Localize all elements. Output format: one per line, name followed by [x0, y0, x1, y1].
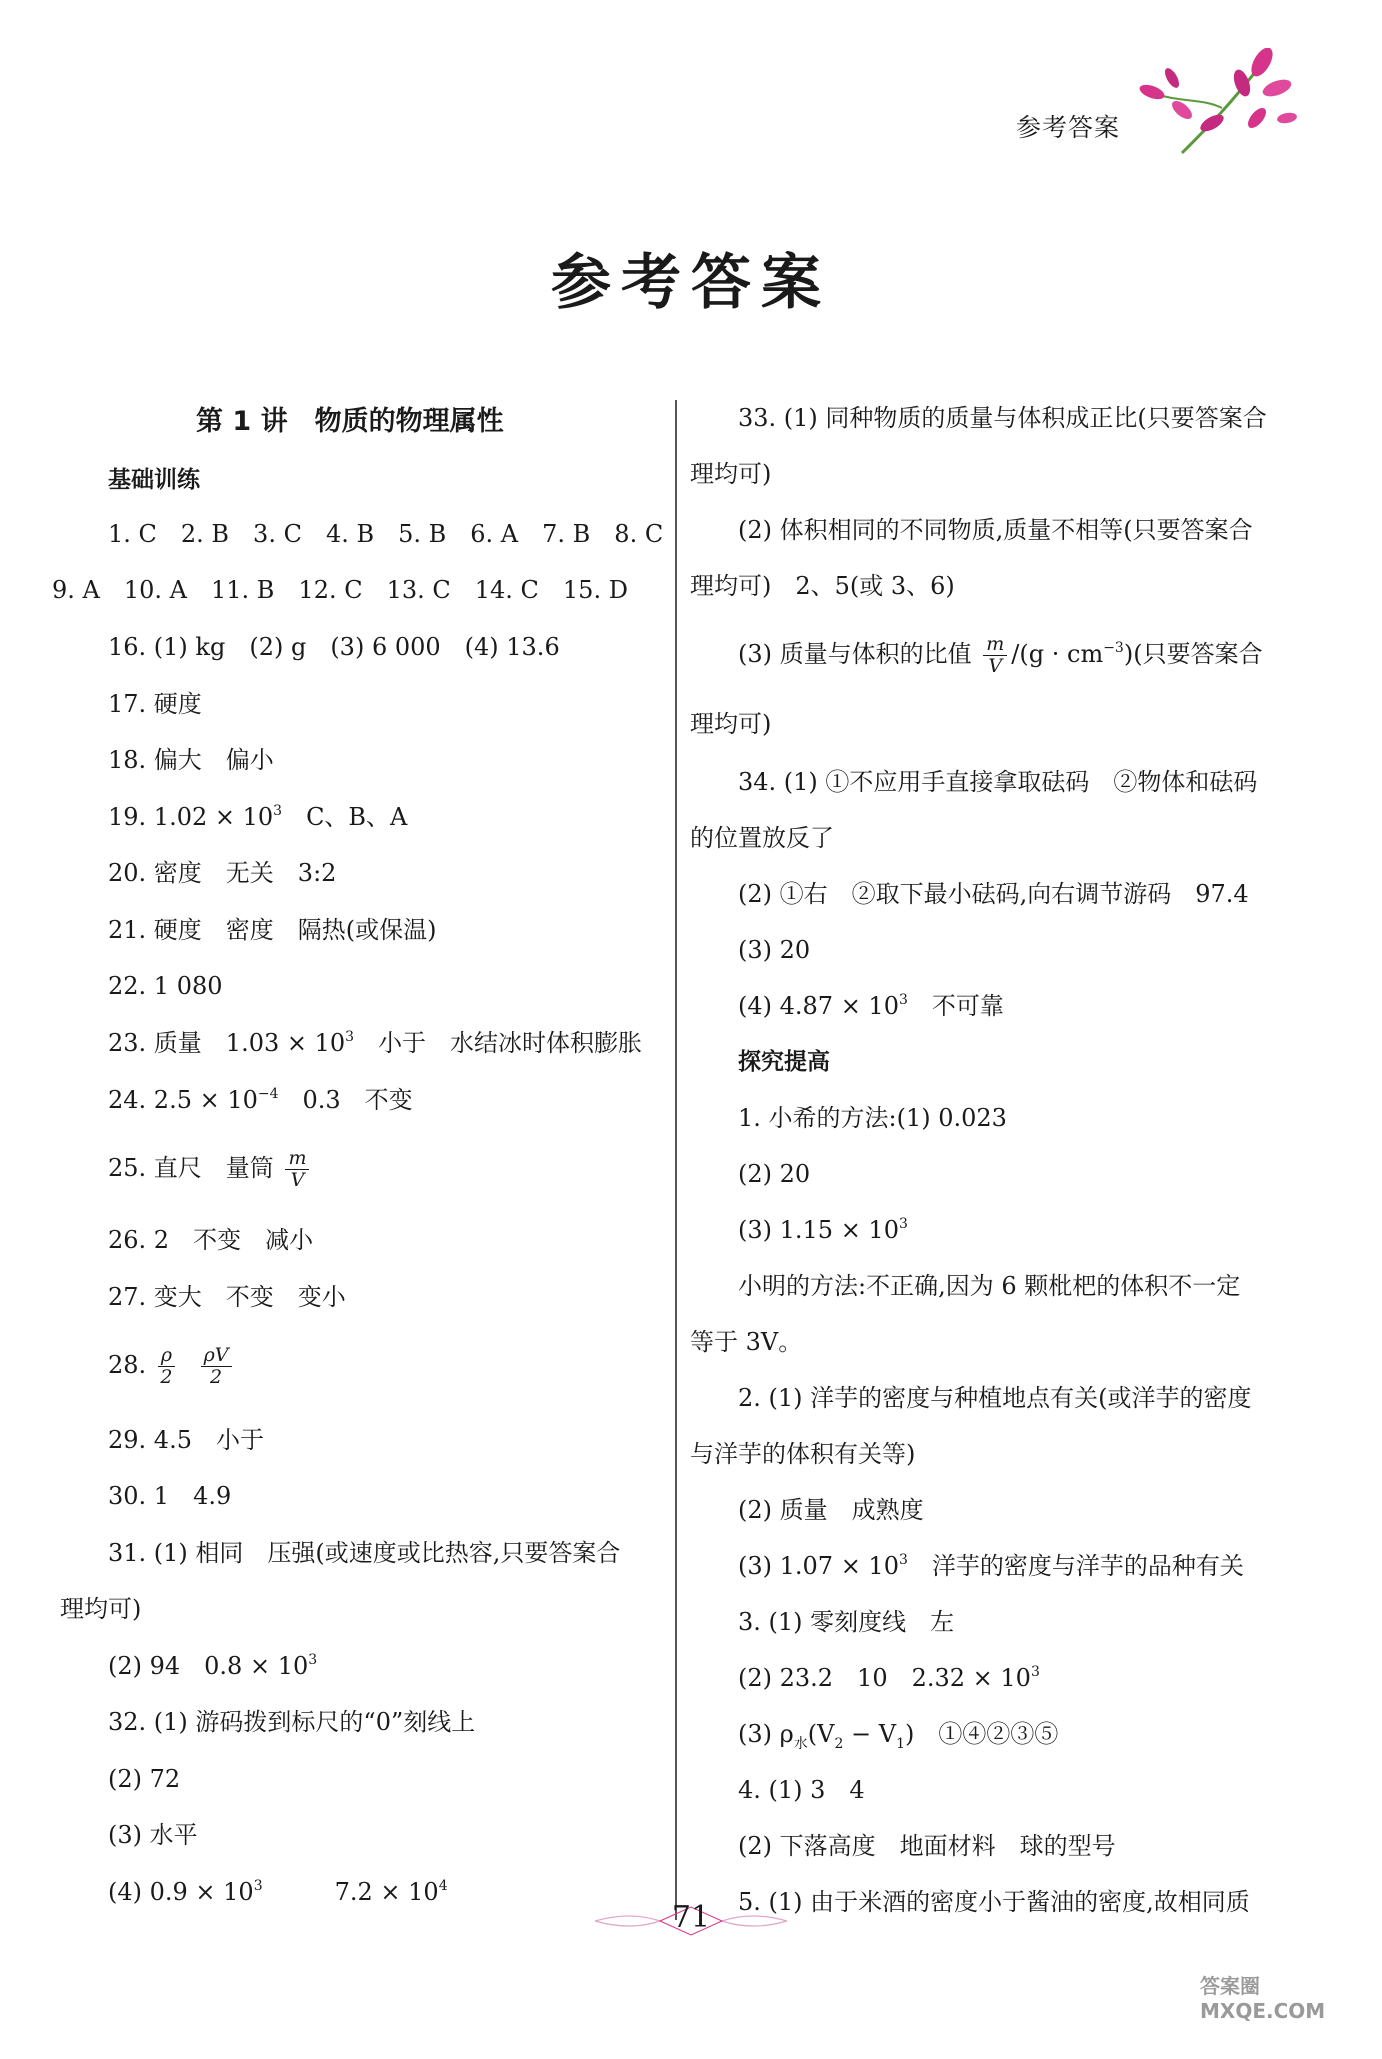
answer-line: 29. 4.5 小于 — [108, 1426, 264, 1454]
fraction-numerator: ρV — [201, 1346, 232, 1367]
fraction-denominator: 2 — [160, 1366, 173, 1388]
basic-training-heading: 基础训练 — [108, 467, 200, 493]
answer-line: (2) 下落高度 地面材料 球的型号 — [738, 1832, 1116, 1860]
fraction-numerator: m — [285, 1149, 309, 1170]
answer-line — [738, 1210, 908, 1250]
section-title: 第 1 讲 物质的物理属性 — [196, 406, 504, 437]
answer-line: (2) 20 — [738, 1160, 811, 1188]
exponent: 3 — [308, 1652, 318, 1668]
answer-line: 17. 硬度 — [108, 690, 202, 718]
answer-text: 25. 直尺 量筒 — [108, 1154, 274, 1182]
answer-text: 24. 2.5 × 10 — [108, 1086, 258, 1114]
subscript: 1 — [896, 1736, 905, 1752]
answer-text: 28. — [108, 1351, 147, 1379]
answer-line: (3) 水平 — [108, 1821, 198, 1849]
answer-line: 9. A 10. A 11. B 12. C 13. C 14. C 15. D — [52, 576, 628, 604]
fraction-rhov-over-2 — [201, 1346, 232, 1387]
answer-line: 30. 1 4.9 — [108, 1482, 232, 1510]
answer-line — [738, 1546, 1244, 1586]
answer-line: 32. (1) 游码拨到标尺的“0”刻线上 — [108, 1708, 476, 1736]
answer-text: − V — [843, 1720, 897, 1748]
answer-text: 19. 1.02 × 10 — [108, 803, 274, 831]
fraction-m-over-v — [983, 635, 1007, 676]
answer-text: (3) 质量与体积的比值 — [738, 640, 972, 668]
answer-text: (2) 94 0.8 × 10 — [108, 1652, 309, 1680]
answer-line — [108, 797, 407, 837]
answer-line: (2) ①右 ②取下最小砝码,向右调节游码 97.4 — [738, 880, 1249, 908]
answer-line: 等于 3V。 — [690, 1328, 803, 1356]
fraction-rho-over-2 — [158, 1346, 175, 1387]
answer-line: 3. (1) 零刻度线 左 — [738, 1608, 955, 1636]
answer-line: (2) 质量 成熟度 — [738, 1496, 924, 1524]
answer-line: 18. 偏大 偏小 — [108, 746, 274, 774]
answer-line: (2) 72 — [108, 1765, 181, 1793]
answer-line: 理均可) 2、5(或 3、6) — [690, 572, 955, 600]
answer-line: 的位置放反了 — [690, 824, 834, 852]
fraction-denominator: 2 — [210, 1366, 223, 1388]
answer-line: 31. (1) 相同 压强(或速度或比热容,只要答案合 — [108, 1539, 621, 1567]
header-tag: 参考答案 — [1015, 113, 1120, 142]
answer-text: (2) 23.2 10 2.32 × 10 — [738, 1664, 1031, 1692]
answer-text: (V — [807, 1720, 835, 1748]
answer-text: 7.2 × 10 — [334, 1878, 439, 1906]
answer-text: (4) 0.9 × 10 — [108, 1878, 254, 1906]
fraction-denominator: V — [988, 655, 1003, 677]
answer-line: 26. 2 不变 减小 — [108, 1226, 314, 1254]
page-number: 71 — [671, 1900, 711, 1935]
exponent: −4 — [257, 1086, 279, 1102]
exponent: 3 — [898, 1552, 908, 1568]
exponent: 3 — [273, 803, 283, 819]
answer-line: 4. (1) 3 4 — [738, 1776, 865, 1804]
answer-line — [738, 634, 1263, 676]
answer-text: )(只要答案合 — [1123, 640, 1263, 668]
answer-line: 21. 硬度 密度 隔热(或保温) — [108, 916, 437, 944]
answer-line: (2) 体积相同的不同物质,质量不相等(只要答案合 — [738, 516, 1253, 544]
answer-line: 与洋芋的体积有关等) — [690, 1440, 916, 1468]
answer-line — [108, 1345, 236, 1387]
answer-line: 2. (1) 洋芋的密度与种植地点有关(或洋芋的密度 — [738, 1384, 1252, 1412]
exponent: 4 — [438, 1878, 448, 1894]
answer-line: 5. (1) 由于米酒的密度小于酱油的密度,故相同质 — [738, 1888, 1250, 1916]
answer-line: 33. (1) 同种物质的质量与体积成正比(只要答案合 — [738, 404, 1267, 432]
answer-line: (3) 20 — [738, 936, 811, 964]
answer-line — [108, 1080, 413, 1120]
exponent: 3 — [898, 992, 908, 1008]
answer-text: 不可靠 — [931, 992, 1004, 1020]
fraction-numerator: ρ — [158, 1346, 175, 1367]
answer-line — [108, 1023, 642, 1063]
answer-text: (3) ρ — [738, 1720, 794, 1748]
answer-text: /(g · cm — [1011, 640, 1104, 668]
answer-line: 1. 小希的方法:(1) 0.023 — [738, 1104, 1007, 1132]
answer-line: 34. (1) ①不应用手直接拿取砝码 ②物体和砝码 — [738, 768, 1258, 796]
answer-text: 洋芋的密度与洋芋的品种有关 — [931, 1552, 1244, 1580]
answer-line — [738, 1658, 1040, 1698]
answer-line: 20. 密度 无关 3:2 — [108, 859, 337, 887]
answer-text: 23. 质量 1.03 × 10 — [108, 1029, 346, 1057]
answer-line: 1. C 2. B 3. C 4. B 5. B 6. A 7. B 8. C — [108, 520, 664, 548]
explore-heading: 探究提高 — [738, 1049, 830, 1075]
exponent: 3 — [345, 1029, 355, 1045]
answer-line — [108, 1646, 317, 1686]
fraction-numerator: m — [983, 635, 1007, 656]
answer-line — [738, 986, 1004, 1026]
answer-line: 理均可) — [690, 710, 772, 738]
answer-text: C、B、A — [306, 803, 408, 831]
fraction-m-over-v — [285, 1149, 309, 1190]
column-divider — [675, 400, 677, 1920]
answer-text: (3) 1.15 × 10 — [738, 1216, 899, 1244]
answer-line — [108, 1148, 313, 1190]
page-title: 参考答案 — [551, 248, 831, 318]
answer-line: 理均可) — [60, 1595, 142, 1623]
exponent: −3 — [1103, 640, 1124, 656]
answer-text: 0.3 不变 — [302, 1086, 413, 1114]
answer-line — [738, 1714, 1058, 1754]
answer-text: 小于 水结冰时体积膨胀 — [378, 1029, 643, 1057]
answer-line: 理均可) — [690, 460, 772, 488]
answer-text: (4) 4.87 × 10 — [738, 992, 899, 1020]
exponent: 3 — [253, 1878, 263, 1894]
answer-line: 27. 变大 不变 变小 — [108, 1283, 346, 1311]
subscript: 2 — [834, 1736, 844, 1752]
exponent: 3 — [1030, 1664, 1040, 1680]
watermark: 答案圈 MXQE.COM — [1200, 1974, 1326, 2023]
answer-line: 小明的方法:不正确,因为 6 颗枇杷的体积不一定 — [738, 1272, 1241, 1300]
exponent: 3 — [898, 1216, 908, 1232]
fraction-denominator: V — [290, 1169, 305, 1191]
answer-text: (3) 1.07 × 10 — [738, 1552, 899, 1580]
flower-branch-logo — [1112, 48, 1302, 158]
subscript: 水 — [793, 1736, 808, 1752]
answer-line: 16. (1) kg (2) g (3) 6 000 (4) 13.6 — [108, 633, 560, 661]
answer-line: 22. 1 080 — [108, 972, 223, 1000]
answer-text: ) ①④②③⑤ — [904, 1720, 1059, 1748]
